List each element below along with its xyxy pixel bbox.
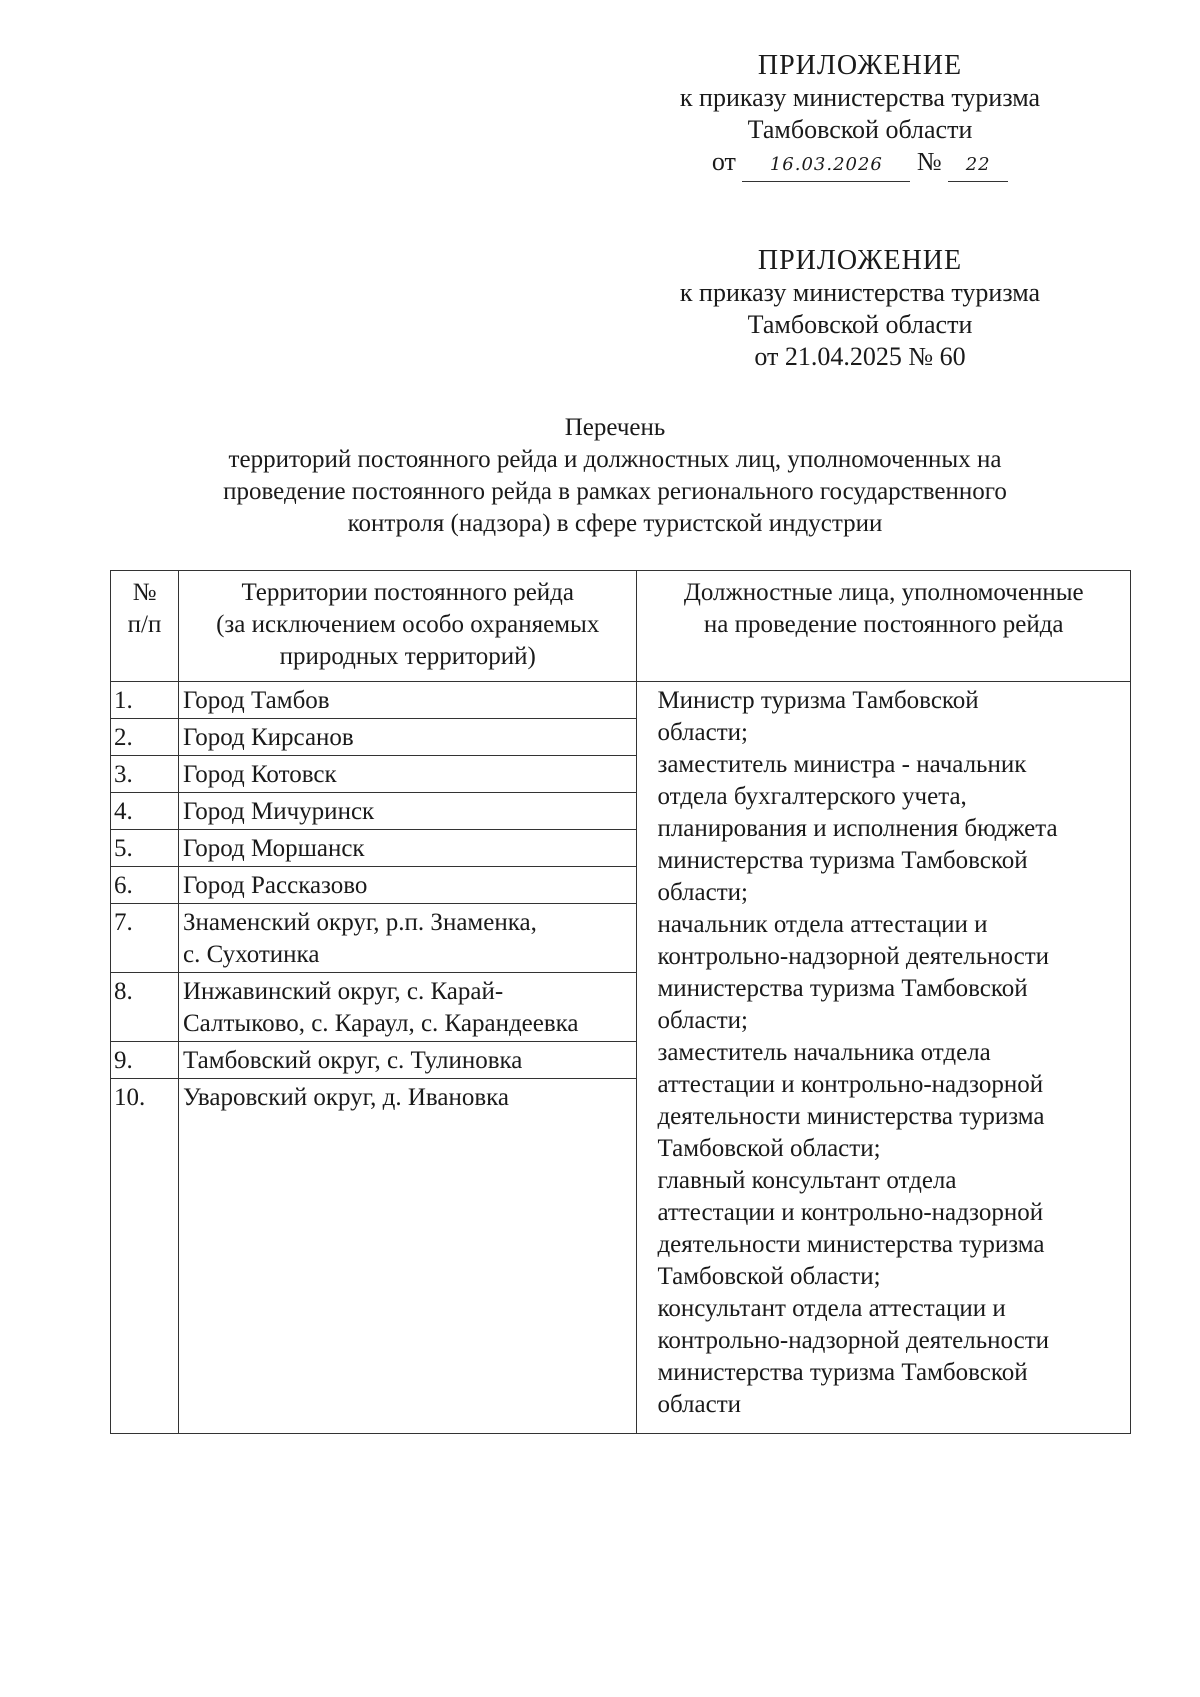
official-line: заместитель начальника отдела <box>657 1039 991 1066</box>
officials-cell <box>637 682 1131 1434</box>
territories-table <box>110 570 1131 1434</box>
original-appendix-header <box>650 245 1070 373</box>
official-line: деятельности министерства туризма <box>657 1103 1045 1130</box>
official-line: отдела бухгалтерского учета, <box>657 783 967 810</box>
table-row <box>111 682 1131 719</box>
handwritten-date: 16.03.2026 <box>742 149 910 182</box>
official-line: области; <box>657 1007 748 1034</box>
official-line: аттестации и контрольно-надзорной <box>657 1199 1044 1226</box>
row-territory: Город Кирсанов <box>179 719 637 756</box>
official-line: области; <box>657 719 748 746</box>
caption-line: контроля (надзора) в сфере туристской индустрии <box>347 510 883 537</box>
number-prefix: № <box>916 147 942 176</box>
date-prefix: от <box>711 147 736 176</box>
row-territory: Город Мичуринск <box>179 793 637 830</box>
official-line: министерства туризма Тамбовской <box>657 1359 1028 1386</box>
official-line: заместитель министра - начальник <box>657 751 1027 778</box>
row-territory: Город Котовск <box>179 756 637 793</box>
row-number: 2. <box>111 719 179 756</box>
row-territory: Уваровский округ, д. Ивановка <box>179 1079 637 1116</box>
caption-title: Перечень <box>564 414 666 441</box>
row-number: 4. <box>111 793 179 830</box>
appendix-region-line: Тамбовской области <box>747 310 973 339</box>
row-number: 6. <box>111 867 179 904</box>
caption-line: территорий постоянного рейда и должностных лиц, уполномоченных на <box>228 446 1002 473</box>
row-number: 3. <box>111 756 179 793</box>
official-line: планирования и исполнения бюджета <box>657 815 1058 842</box>
row-number: 9. <box>111 1042 179 1079</box>
row-number: 5. <box>111 830 179 867</box>
row-territory: Город Тамбов <box>179 682 637 719</box>
row-territory: Знаменский округ, р.п. Знаменка, с. Сухотинка <box>179 904 637 973</box>
official-line: министерства туризма Тамбовской <box>657 975 1028 1002</box>
header-number: № п/п <box>111 571 179 682</box>
official-line: главный консультант отдела <box>657 1167 957 1194</box>
official-line: Министр туризма Тамбовской <box>657 687 979 714</box>
appendix-title: ПРИЛОЖЕНИЕ <box>757 50 963 81</box>
row-number: 10. <box>111 1079 179 1116</box>
appendix-title: ПРИЛОЖЕНИЕ <box>757 245 963 276</box>
appendix-date-line: от 21.04.2025 № 60 <box>754 342 966 371</box>
official-line: Тамбовской области; <box>657 1135 881 1162</box>
document-caption <box>120 412 1110 540</box>
official-line: деятельности министерства туризма <box>657 1231 1045 1258</box>
row-territory: Инжавинский округ, с. Карай- Салтыково, с. Караул, с. Карандеевка <box>179 973 637 1042</box>
row-territory: Город Рассказово <box>179 867 637 904</box>
official-line: Тамбовской области; <box>657 1263 881 1290</box>
official-line: контрольно-надзорной деятельности <box>657 943 1050 970</box>
row-number: 8. <box>111 973 179 1042</box>
row-number: 1. <box>111 682 179 719</box>
official-line: контрольно-надзорной деятельности <box>657 1327 1050 1354</box>
header-territory: Территории постоянного рейда (за исключением особо охраняемых природных территорий) <box>179 571 637 682</box>
table-header-row <box>111 571 1131 682</box>
handwritten-number: 22 <box>948 149 1008 182</box>
appendix-order-line: к приказу министерства туризма <box>679 83 1041 112</box>
appendix-date-line <box>650 146 1070 182</box>
official-line: области <box>657 1391 742 1418</box>
current-appendix-header <box>650 50 1070 182</box>
caption-line: проведение постоянного рейда в рамках регионального государственного <box>223 478 1007 505</box>
empty-cell <box>111 1115 179 1434</box>
official-line: области; <box>657 879 748 906</box>
official-line: начальник отдела аттестации и <box>657 911 988 938</box>
official-line: министерства туризма Тамбовской <box>657 847 1028 874</box>
official-line: консультант отдела аттестации и <box>657 1295 1006 1322</box>
empty-cell <box>179 1115 637 1434</box>
appendix-order-line: к приказу министерства туризма <box>679 278 1041 307</box>
row-territory: Тамбовский округ, с. Тулиновка <box>179 1042 637 1079</box>
row-number: 7. <box>111 904 179 973</box>
header-officials: Должностные лица, уполномоченные на проведение постоянного рейда <box>637 571 1131 682</box>
official-line: аттестации и контрольно-надзорной <box>657 1071 1044 1098</box>
row-territory: Город Моршанск <box>179 830 637 867</box>
appendix-region-line: Тамбовской области <box>747 115 973 144</box>
